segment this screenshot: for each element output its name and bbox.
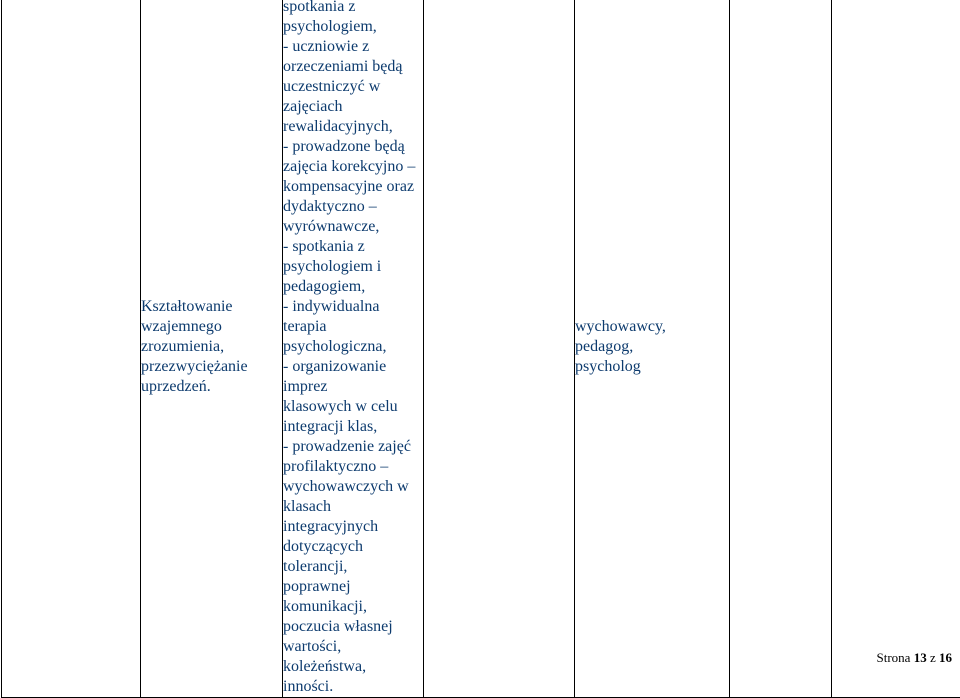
empty-cell	[424, 0, 575, 698]
empty-cell	[730, 0, 832, 698]
empty-cell	[2, 0, 141, 698]
goal-text: Kształtowanie wzajemnego zrozumienia, przezwyciężanie uprzedzeń.	[141, 297, 282, 397]
page-separator: z	[930, 650, 936, 665]
page-number	[877, 651, 952, 665]
plan-table	[1, 0, 960, 698]
total-pages: 16	[939, 650, 952, 665]
tasks-cell	[283, 0, 424, 698]
table-row	[2, 0, 960, 698]
responsible-cell	[575, 0, 730, 698]
goal-cell	[141, 0, 283, 698]
page-label: Strona	[877, 650, 911, 665]
empty-cell	[832, 0, 960, 698]
current-page: 13	[914, 650, 927, 665]
responsible-text: wychowawcy, pedagog, psycholog	[575, 317, 729, 377]
tasks-text: spotkania z psychologiem, - uczniowie z orzeczeniami będą uczestniczyć w zajęciach rewalidacyjnych, - prowadzone będą zajęcia korekcyjno – kompensacyjne oraz dydaktyczno – wyrównawcze, - spotkania z psychologiem i pedagogiem, - indywidualna terapia psychologiczna, - organizowanie imprez klasowych w celu integracji klas, - prowadzenie zajęć profilaktyczno – wychowawczych w klasach integracyjnych dotyczących tolerancji, poprawnej komunikacji, poczucia własnej wartości, koleżeństwa, inności.	[283, 0, 423, 697]
